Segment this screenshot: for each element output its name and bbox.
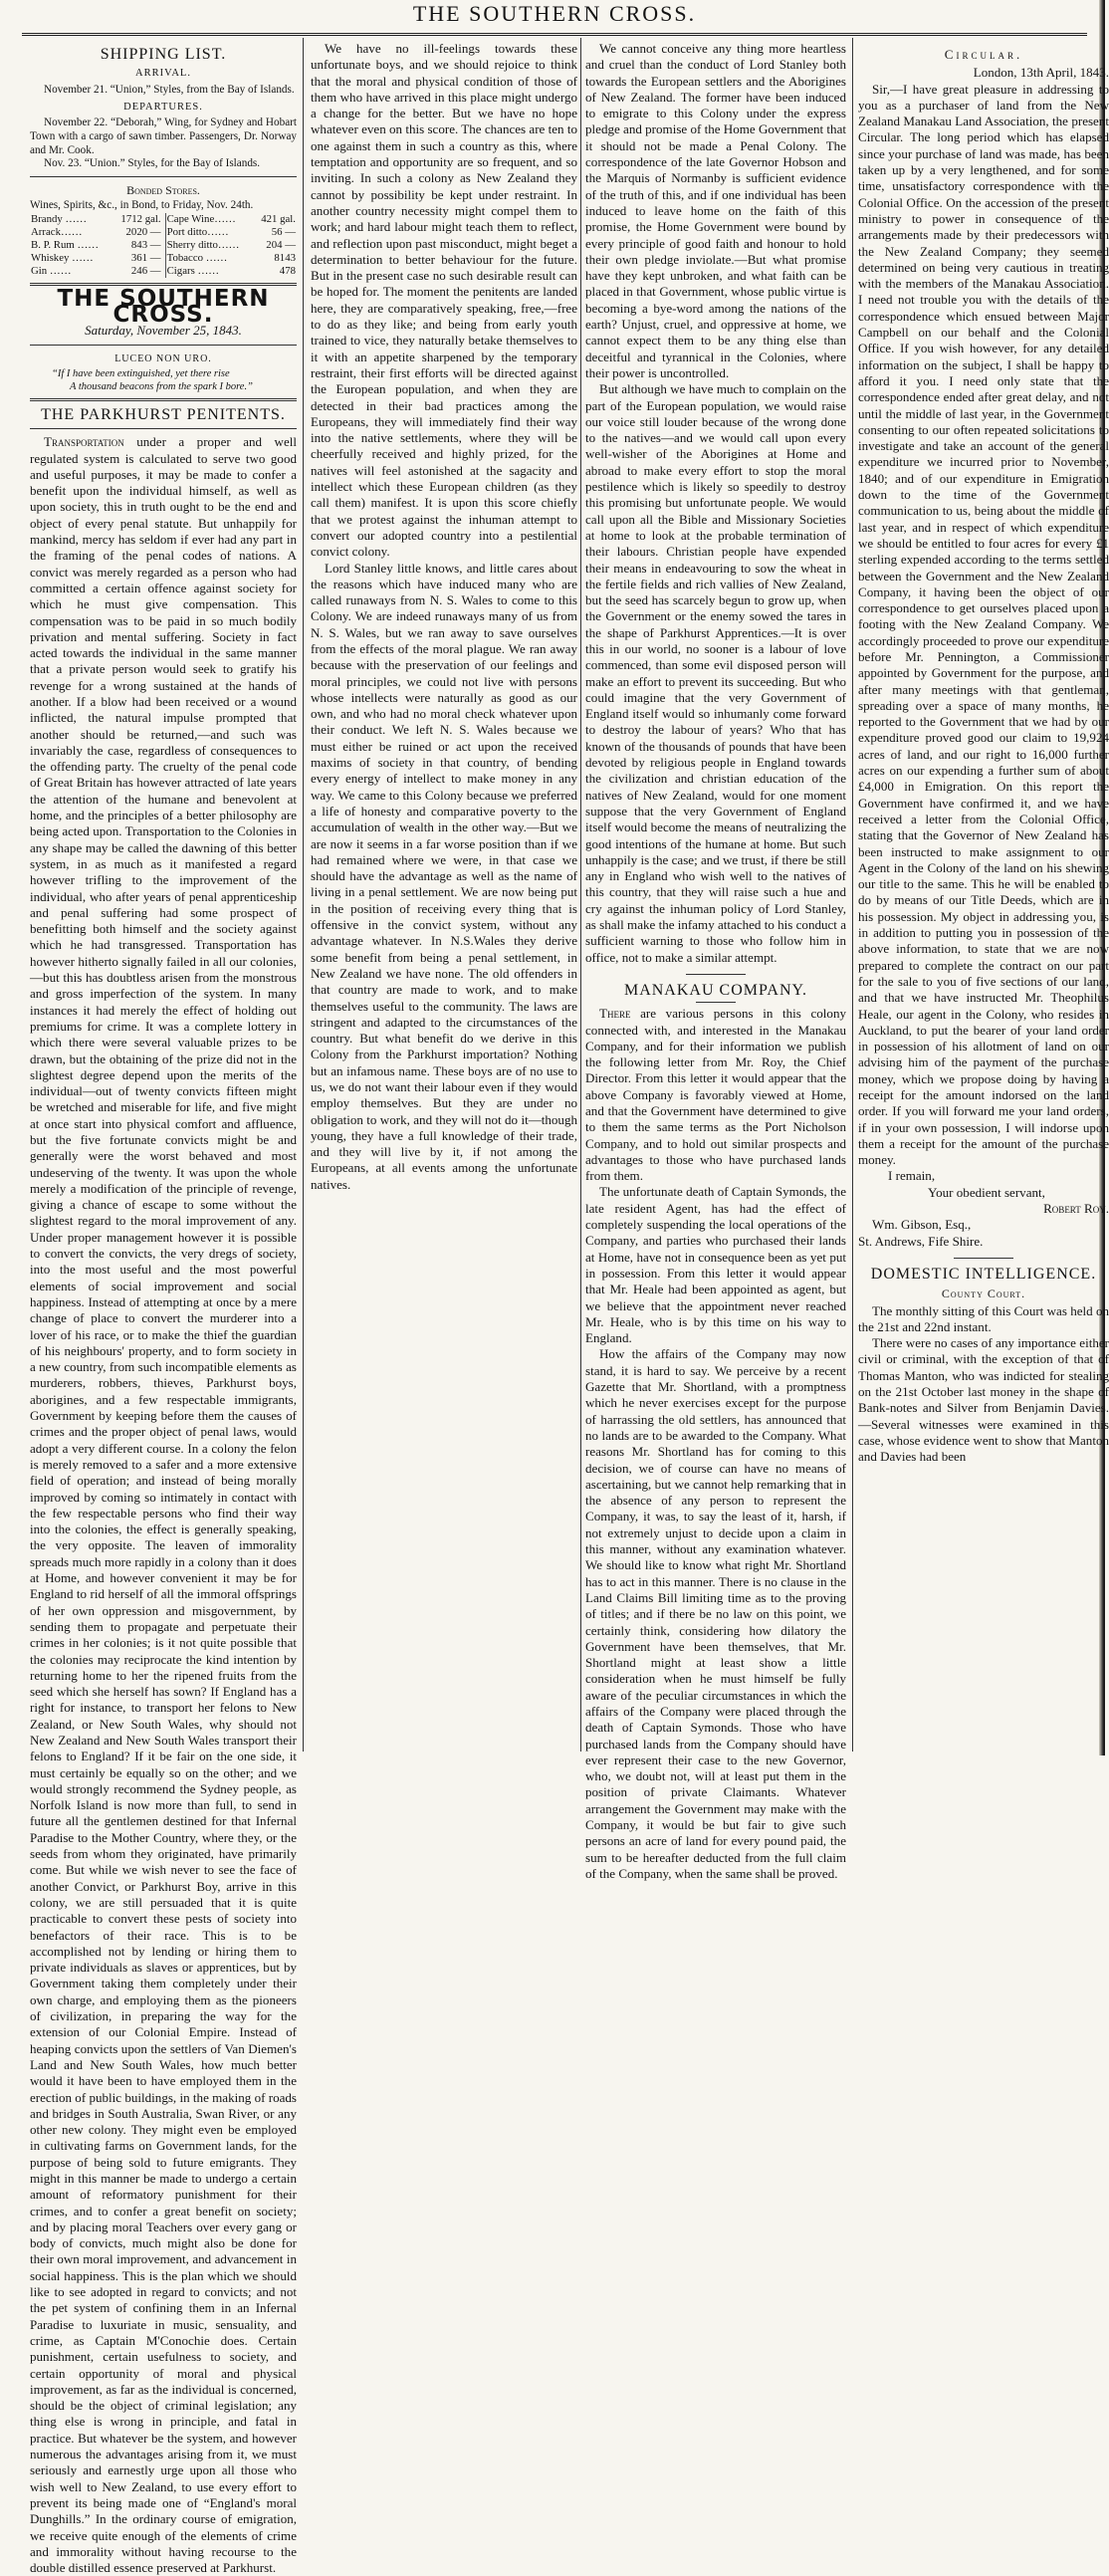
letter-closing: I remain,	[888, 1168, 936, 1184]
table-cell: 2020 —	[111, 226, 165, 239]
bonded-stores-title: Bonded Stores.	[126, 182, 200, 197]
table-cell: 246 —	[111, 265, 165, 278]
motto-verse-line: “If I have been extinguished, yet there rise	[52, 367, 230, 379]
divider	[686, 974, 746, 975]
domestic-subtitle: County Court.	[941, 1287, 1026, 1301]
divider	[954, 1258, 1013, 1259]
article-paragraph	[585, 1006, 846, 1184]
table-cell: 1712 gal.	[111, 213, 165, 226]
column-divider	[580, 38, 581, 1752]
article-first-word: There	[599, 1006, 631, 1022]
table-cell: Port ditto……	[166, 225, 229, 238]
circular-dateline: London, 13th April, 1843.	[973, 65, 1109, 81]
issue-date: Saturday, November 25, 1843.	[85, 323, 242, 339]
letter-addressee: St. Andrews, Fife Shire.	[858, 1233, 984, 1249]
masthead-title: THE SOUTHERN CROSS.	[412, 1, 697, 26]
motto-verse-line: A thousand beacons from the spark I bore.”	[70, 380, 253, 392]
table-row	[30, 226, 297, 239]
table-cell: Brandy ……	[31, 212, 88, 225]
parkhurst-title: THE PARKHURST PENITENTS.	[41, 405, 286, 423]
article-paragraph: But although we have much to complain on the part of the European population, we would raise our voice still louder because of the wrong done to the natives—and we would call upon every well-wisher of the Aborigines at Home and abroad to make every effort to stop the moral pestilence which is likely so speedily to destroy this promising but unfortunate people. We would call upon all the Bible and Missionary Societies at home to look at the probable termination of their labours. Christian people have expended their means in endeavouring to sow the wheat in the fertile fields and rich vallies of New Zealand, but the seed has scarcely begun to grow up, when the Government or the enemy sowed the tares in the shape of Parkhurst Apprentices.—It is over this in our world, no sooner is a labour of love commenced, than some evil disposed person will make an effort to prevent its succeeding. But who could imagine that the very Government of England itself would so inhumanly come forward to destroy the labour of years? Who that has known of the thousands of pounds that have been devoted by religious people in England towards the civilization and christian education of the natives of New Zealand, would for one moment suppose that the very Government of England itself would become the means of neutralizing the good intentions of the humane at home. But such unhappily is the case; and we trust, if there be still any in England who wish well to the natives of this country, that they will raise such a hue and cry against the inhuman policy of Lord Stanley, as shall make the infamy attached to his conduct a sufficient warning to those who follow him in office, not to make a similar attempt.	[585, 381, 846, 965]
article-paragraph: Lord Stanley little knows, and little cares about the reasons which have induced many who are called runaways from N. S. Wales to come to this Colony. We are indeed runaways many of us from N. S. Wales, but we ran away to save ourselves from the effects of the moral plague. We ran away because with the preservation of our feelings and moral principles, we could not live with persons whose intellects were naturally as good as our own, and who had no moral check whatever upon their conduct. We left N. S. Wales because we must either be ruined or act upon the received maxims of society in that country, of bending every energy of intellect to make money in any way. We came to this Colony because we preferred a life of honesty and comparative poverty to the accumulation of wealth in the other way.—But we are now it seems in a far worse position than if we had remained where we were, in that case we should have the advantage as well as the name of living in a penal settlement. We are now being put in the position of receiving every thing that is offensive in the convict system, without any advantage whatever. In N.S.Wales they derive some benefit from being a penal settlement, in New Zealand we have none. The old offenders in that country are made to work, and to make themselves useful to the community. The laws are stringent and adapted to the circumstances of the country. But what benefit do we derive in this Colony from the Parkhurst importation? Nothing but an infamous name. These boys are of no use to us, we do not want their labour even if they would employ themselves. But they are under no obligation to work, and they will not do it—though young, they have a full knowledge of their trade, and they will live by it, if not among the Europeans, at all events among the unfortunate natives.	[311, 560, 577, 1192]
letter-addressee: Wm. Gibson, Esq.,	[872, 1217, 972, 1233]
masthead-rule	[22, 33, 1087, 36]
column-divider	[852, 38, 853, 1752]
table-cell: Cape Wine……	[166, 212, 236, 225]
shipping-list-title: SHIPPING LIST.	[100, 46, 227, 63]
divider	[696, 1002, 736, 1003]
column-1	[30, 41, 297, 2576]
article-paragraph: We cannot conceive any thing more heartless and cruel than the conduct of Lord Stanley both towards the European settlers and the Aborigines of New Zealand. The former have been induced to emigrate to this Colony under the express pledge and promise of the Home Government that it should not be made a Penal Colony. The correspondence of the late Governor Hobson and the Marquis of Normanby is sufficient evidence of the truth of this, and if one individual has been induced to leave home on the faith of this promise, the Home Government were bound by every principle of good faith and honour to hold their own pledge inviolate.—But what promise have they kept unbroken, and what faith can be placed in that Government, whose public virtue is becoming a bye-word among the nations of the earth? Unjust, cruel, and oppressive at home, we cannot expect them to be any thing else than deceitful and tyrannical in the Colonies, where their power is uncontrolled.	[585, 41, 846, 380]
table-cell: Arrack……	[31, 225, 83, 238]
divider	[30, 398, 297, 401]
table-cell: Cigars ……	[166, 264, 220, 277]
letter-body: Sir,—I have great pleasure in addressing to you as a purchaser of land from the New Zealand Manakau Land Association, the present Circular. The long period which has elapsed since your purchase of land was made, has been taken up by a very lengthened, and for some time, unsatisfactory correspondence with the Colonial Office. On the accession of the present ministry to power in consequence of the arrangements made by their predecessors with the New Zealand Company; they seemed determined on being very cautious in treating with the members of the Manakau Association. I need not trouble you with the details of the correspondence which ensued between Major Campbell on our behalf and the Colonial Office. If you wish however, for any detailed information on the subject, I shall be happy to afford it you. I need only state that the correspondence ended after great delay, and not until the middle of last year, in the Government consenting to our often repeated solicitations to investigate and take an account of the general expenditure we incurred prior to November, 1840; and of our expenditure in Emigration down to the time of the Government communication to us, being about the middle of last year, and in respect of which expenditure we should be entitled to four acres for every £1 sterling expended according to the terms settled between the Government and the New Zealand Company, it having been the object of our correspondence to get ourselves placed upon a footing with the New Zealand Company. We accordingly proceeded to prove our expenditure before Mr. Pennington, a Commissioner appointed by Government for the purpose, and after many meetings with that gentleman, spreading over a space of many months, he reported to the Government that we had by our expenditure proved good our claim to 19,924 acres of land, and our right to 16,000 further acres on our expending a further sum of about £4,000 in Emigration. On this report the Government have confirmed it, and we have received a letter from the Colonial Office, stating that the Governor of New Zealand has been instructed to make assignment to our Agent in the Colony of the land on his shewing our title to the same. This he will be enabled to do by means of our Title Deeds, which are in his possession. My object in addressing you, is in addition to putting you in possession of the above information, to state that we are now prepared to complete the contract on our part for the sale to you of five sections of our land, and that we have instructed Mr. Theophilus Heale, our agent in the Colony, who resides in Auckland, to put the bearer of your land order in possession of his allotment of land on our advising him of the payment of the purchase money, which we propose doing by having a receipt for the amount indorsed on the land order. If you will forward me your land orders, if in your own possession, I will indorse upon them a receipt for the amount of the purchase money.	[858, 81, 1109, 1168]
departure-entry: Nov. 23. “Union.” Styles, for the Bay of Islands.	[44, 157, 261, 170]
departures-label: DEPARTURES.	[123, 102, 203, 114]
motto: LUCEO NON URO.	[114, 352, 212, 364]
table-cell: Sherry ditto……	[166, 238, 240, 251]
table-cell: B. P. Rum ……	[31, 238, 100, 251]
column-2	[311, 41, 577, 1750]
article-paragraph: We have no ill-feelings towards these unfortunate boys, and we should rejoice to think that the moral and physical condition of those of them who have arrived in this place might undergo a change for the better. But we have no hope whatever even on this score. The chances are ten to one against them in such a country as this, where temptation and opportunity are so frequent, and so inviting. In such a colony as New Zealand they cannot by possibility be kept under restraint. In another country necessity might compel them to work; and hard labour might teach them to reflect, and reflection upon past misconduct, might beget a determination to better behaviour for the future. But in the present case no such desirable result can be hoped for. The moment the penitents are landed here, they are comparatively speaking, free,—free to do as they like; and being from early youth trained to vice, they naturally betake themselves to it with an appetite sharpened by the temporary restraint, their first efforts will be directed against the European population, and when they are detected in their bad practices among the Europeans, they will immediately find their way into the native settlements, where they will be cheerfully received and highly prized, for the natives will feel astonished at the sagacity and intellect which these European children (as they call them) manifest. It is upon this score chiefly that we protest against the inhuman attempt to convert our adopted country into a pestilential convict colony.	[311, 41, 577, 560]
table-cell: 204 —	[266, 238, 296, 251]
column-divider	[303, 38, 304, 1752]
column-3	[585, 41, 846, 1881]
table-cell: 478	[279, 264, 296, 277]
masthead	[0, 0, 1109, 30]
paper-nameplate: THE SOUTHERN CROSS.	[57, 285, 270, 329]
table-cell: Gin ……	[31, 264, 72, 277]
divider	[30, 345, 297, 346]
divider	[30, 176, 297, 177]
manakau-title: MANAKAU COMPANY.	[623, 981, 808, 999]
table-cell: Tobacco ……	[166, 251, 228, 264]
arrival-entry: November 21. “Union,” Styles, from the Bay of Islands.	[44, 83, 295, 96]
letter-closing: Your obedient servant,	[928, 1184, 1045, 1200]
table-row	[30, 265, 297, 278]
table-cell: 361 —	[111, 252, 165, 265]
bonded-stores-intro: Wines, Spirits, &c., in Bond, to Friday, Nov. 24th.	[30, 199, 254, 212]
table-row	[30, 213, 297, 226]
domestic-title: DOMESTIC INTELLIGENCE.	[870, 1265, 1097, 1283]
table-cell: 843 —	[111, 239, 165, 252]
table-cell: 56 —	[271, 225, 296, 238]
article-paragraph: The monthly sitting of this Court was held on the 21st and 22nd instant.	[858, 1302, 1109, 1334]
column-4	[858, 41, 1109, 1750]
article-first-word: Transportation	[44, 434, 124, 450]
table-row	[30, 239, 297, 252]
table-cell: 421 gal.	[261, 212, 296, 225]
arrival-label: ARRIVAL.	[135, 68, 191, 80]
article-text: are various persons in this colony connected with, and interested in the Manakau Company, and for their information we publish the following letter from Mr. Roy, the Chief Director. From this letter it would appear that the above Company is favorably viewed at Home, and that the Government have determined to give to them the same terms as the Port Nicholson Company, and to hold out similar prospects and advantages to those who have purchased lands from them.	[585, 1006, 846, 1184]
divider	[30, 428, 297, 429]
table-row	[30, 252, 297, 265]
circular-title: Circular.	[944, 47, 1023, 62]
letter-signature: Robert Roy.	[1043, 1201, 1109, 1217]
article-paragraph	[30, 434, 297, 2576]
article-text: under a proper and well regulated system is calculated to serve two good and useful purposes, it may be made to confer a benefit upon the individual himself, as well as upon society, this in truth ought to be the end and object of every penal statute. But unhappily for mankind, mercy has seldom if ever had any part in the framing of the penal codes of nations. A convict was merely regarded as a person who had committed a certain offence against society for which he must give compensation. This compensation was to be paid in so much bodily privation and mental suffering. Society in fact acted towards the individual in the same manner that a private person would seek to gratify his revenge for a wrong sustained at the hands of another. If a blow had been received or a wound inflicted, the natural impulse prompted that another should be returned,—and such was invariably the case, regardless of consequences to the offending party. The cruelty of the penal code of Great Britain has however attracted of late years the attention of the humane and benevolent at home, and the principles of a better philosophy are being acted upon. Transportation to the Colonies in any shape may be called the dawning of this better system, in as much as it manifested a regard however trifling to the improvement of the individual, who after years of penal apprenticeship and penal suffering had some prospect of benefitting both himself and the society against which he had transgressed. Transportation has however hitherto signally failed in all our colonies,—but this has doubtless arisen from the monstrous and gross imperfection of the system. In many instances it had merely the effect of holding out premiums for crime. It was a complete lottery in which there were several valuable prizes to be drawn, but the obtaining of the prize did not in the slightest degree depend upon the merits of the individual—out of twenty convicts fifteen might be wretched and miserable for life, and five might at once start into physical comfort and affluence, but the five fortunate convicts might be and generally were the worst behaved and most undeserving of the twenty. It was upon the whole merely a modification of the principle of revenge, giving a chance of escape to some without the slightest regard to the moral improvement of any. Under proper management however it is possible to convert the convicts, the very dregs of society, into the most useful and the most powerful elements of social improvement and social happiness. Instead of attempting at once by a mere change of place to convert the murderer into a lover of his race, or to make the thief the guardian of his neighbours' property, and to form society in a new country, from such incompatible elements as murderers, robbers, thieves, Parkhurst boys, aborigines, and a few respectable immigrants, Government by keeping before them the causes of crimes and the proper object of penal laws, would adopt a very different course. In a colony the felon is merely removed to a safer and a more extensive field of operation; and instead of being morally improved by coming so intimately in contact with the few respectable persons who find their way into the colonies, the effect is generally speaking, the very opposite. The leaven of immorality spreads much more rapidly in a colony than it does at Home, and however convenient it may be for England to rid herself of all the immoral offsprings of her own oppression and misgovernment, by sending them to propagate and perpetuate their crimes in her colonies; is it not quite possible that the colonies may reciprocate the kind intention by returning home to her the ripened fruits from the seed which she herself has sown? If England has a right for instance, to transport her felons to New Zealand, or New South Wales, why should not New Zealand and New South Wales transport their felons to England? If it be fair on the one side, it must certainly be equally so on the other; and we would strongly recommend the Sydney people, as Norfolk Island is now more than full, to send in future all the gentlemen destined for that Infernal Paradise to the Mother Country, where they, or the seeds from whom they originated, have primarily come. But while we wish never to see the face of another Convict, or Parkhurst Boy, arrive in this colony, we are still persuaded that it is quite practicable to convert these pests of society into benefactors of their race. This is to be accomplished not by lending or hiring them to private individuals as slaves or apprentices, but by Government taking them completely under their own charge, and employing them as the pioneers of civilization, in preparing the way for the extension of our Colonial Empire. Instead of heaping convicts upon the settlers of Van Diemen's Land and New South Wales, how much better would it have been to have employed them in the erection of public buildings, in the making of roads and bridges in South Australia, Swan River, or any other new colony. They might even be employed in cultivating farms on Government lands, for the purpose of being sold to future emigrants. They might in this manner be made to undergo a certain amount of reformatory punishment for their crimes, and to confer a great benefit on society; and by placing moral Teachers over every gang or body of convicts, much might also be done for their own moral improvement, and advancement in social happiness. This is the plan which we should like to see adopted in regard to convicts; and not the pet system of confining them in an Infernal Paradise to luxuriate in music, sensuality, and crime, as Captain M'Conochie does. Certain punishment, certain usefulness to society, and certain opportunity of moral and physical improvement, as far as the individual is concerned, should be the object of criminal legislation; any thing else is wrong in principle, and fatal in practice. But whatever be the system, and however numerous the advantages arising from it, we must seriously and earnestly urge upon all those who wish well to New Zealand, to use every effort to prevent its being made one of “England's moral Dunghills.” In the ordinary course of emigration, we receive quite enough of the elements of crime and immorality without having recourse to the double distilled essence preserved at Parkhurst.	[30, 434, 297, 2576]
article-paragraph: The unfortunate death of Captain Symonds, the late resident Agent, has had the effect of completely suspending the local operations of the Company, and parties who purchased their lands at Home, have not in consequence been as yet put in possession. From this letter it would appear that Mr. Heale had been appointed as agent, but we believe that the appointment never reached Mr. Heale, who is by this time on his way to England.	[585, 1184, 846, 1346]
bonded-stores-table	[30, 213, 297, 278]
article-paragraph: There were no cases of any importance either civil or criminal, with the exception of that of Thomas Manton, who was indicted for stealing on the 21st October last money in the shape of Bank-notes and Silver from Benjamin Davies.—Several witnesses were examined in this case, whose evidence went to show that Manton and Davies had been	[858, 1335, 1109, 1465]
article-paragraph: How the affairs of the Company may now stand, it is hard to say. We perceive by a recent Gazette that Mr. Shortland, with a promptness which he never exercises except for the purpose of harrassing the old settlers, has announced that no lands are to be awarded to the Company. What reasons Mr. Shortland has for coming to this decision, we of course can have no means of ascertaining, but we cannot help remarking that in the absence of any person to represent the Company, it was, to say the least of it, harsh, if not extremely unjust to decide upon a claim in this manner, without any examination whatever. We should like to know what right Mr. Shortland has to act in this manner. There is no clause in the Land Claims Bill limiting time as to the proving of titles; and if there be no law on this point, we certainly think, considering how dilatory the Government have been themselves, that Mr. Shortland might at least show a little consideration when he must himself be fully aware of the peculiar circumstances in which the affairs of the Company were placed through the death of Captain Symonds. Those who have purchased lands from the Company should have ever represent their case to the new Governor, who, we doubt not, will at least put them in the position of private Claimants. Whatever arrangement the Government may make with the Company, it would be but fair to give such persons an acre of land for every pound paid, the sum to be hereafter deducted from the full claim of the Company, when the same shall be proved.	[585, 1346, 846, 1881]
table-cell: 8143	[274, 251, 296, 264]
table-cell: Whiskey ……	[31, 251, 94, 264]
departure-entry: November 22. “Deborah,” Wing, for Sydney and Hobart Town with a cargo of sawn timber. Passengers, Dr. Norway and Mr. Cook.	[30, 117, 297, 156]
